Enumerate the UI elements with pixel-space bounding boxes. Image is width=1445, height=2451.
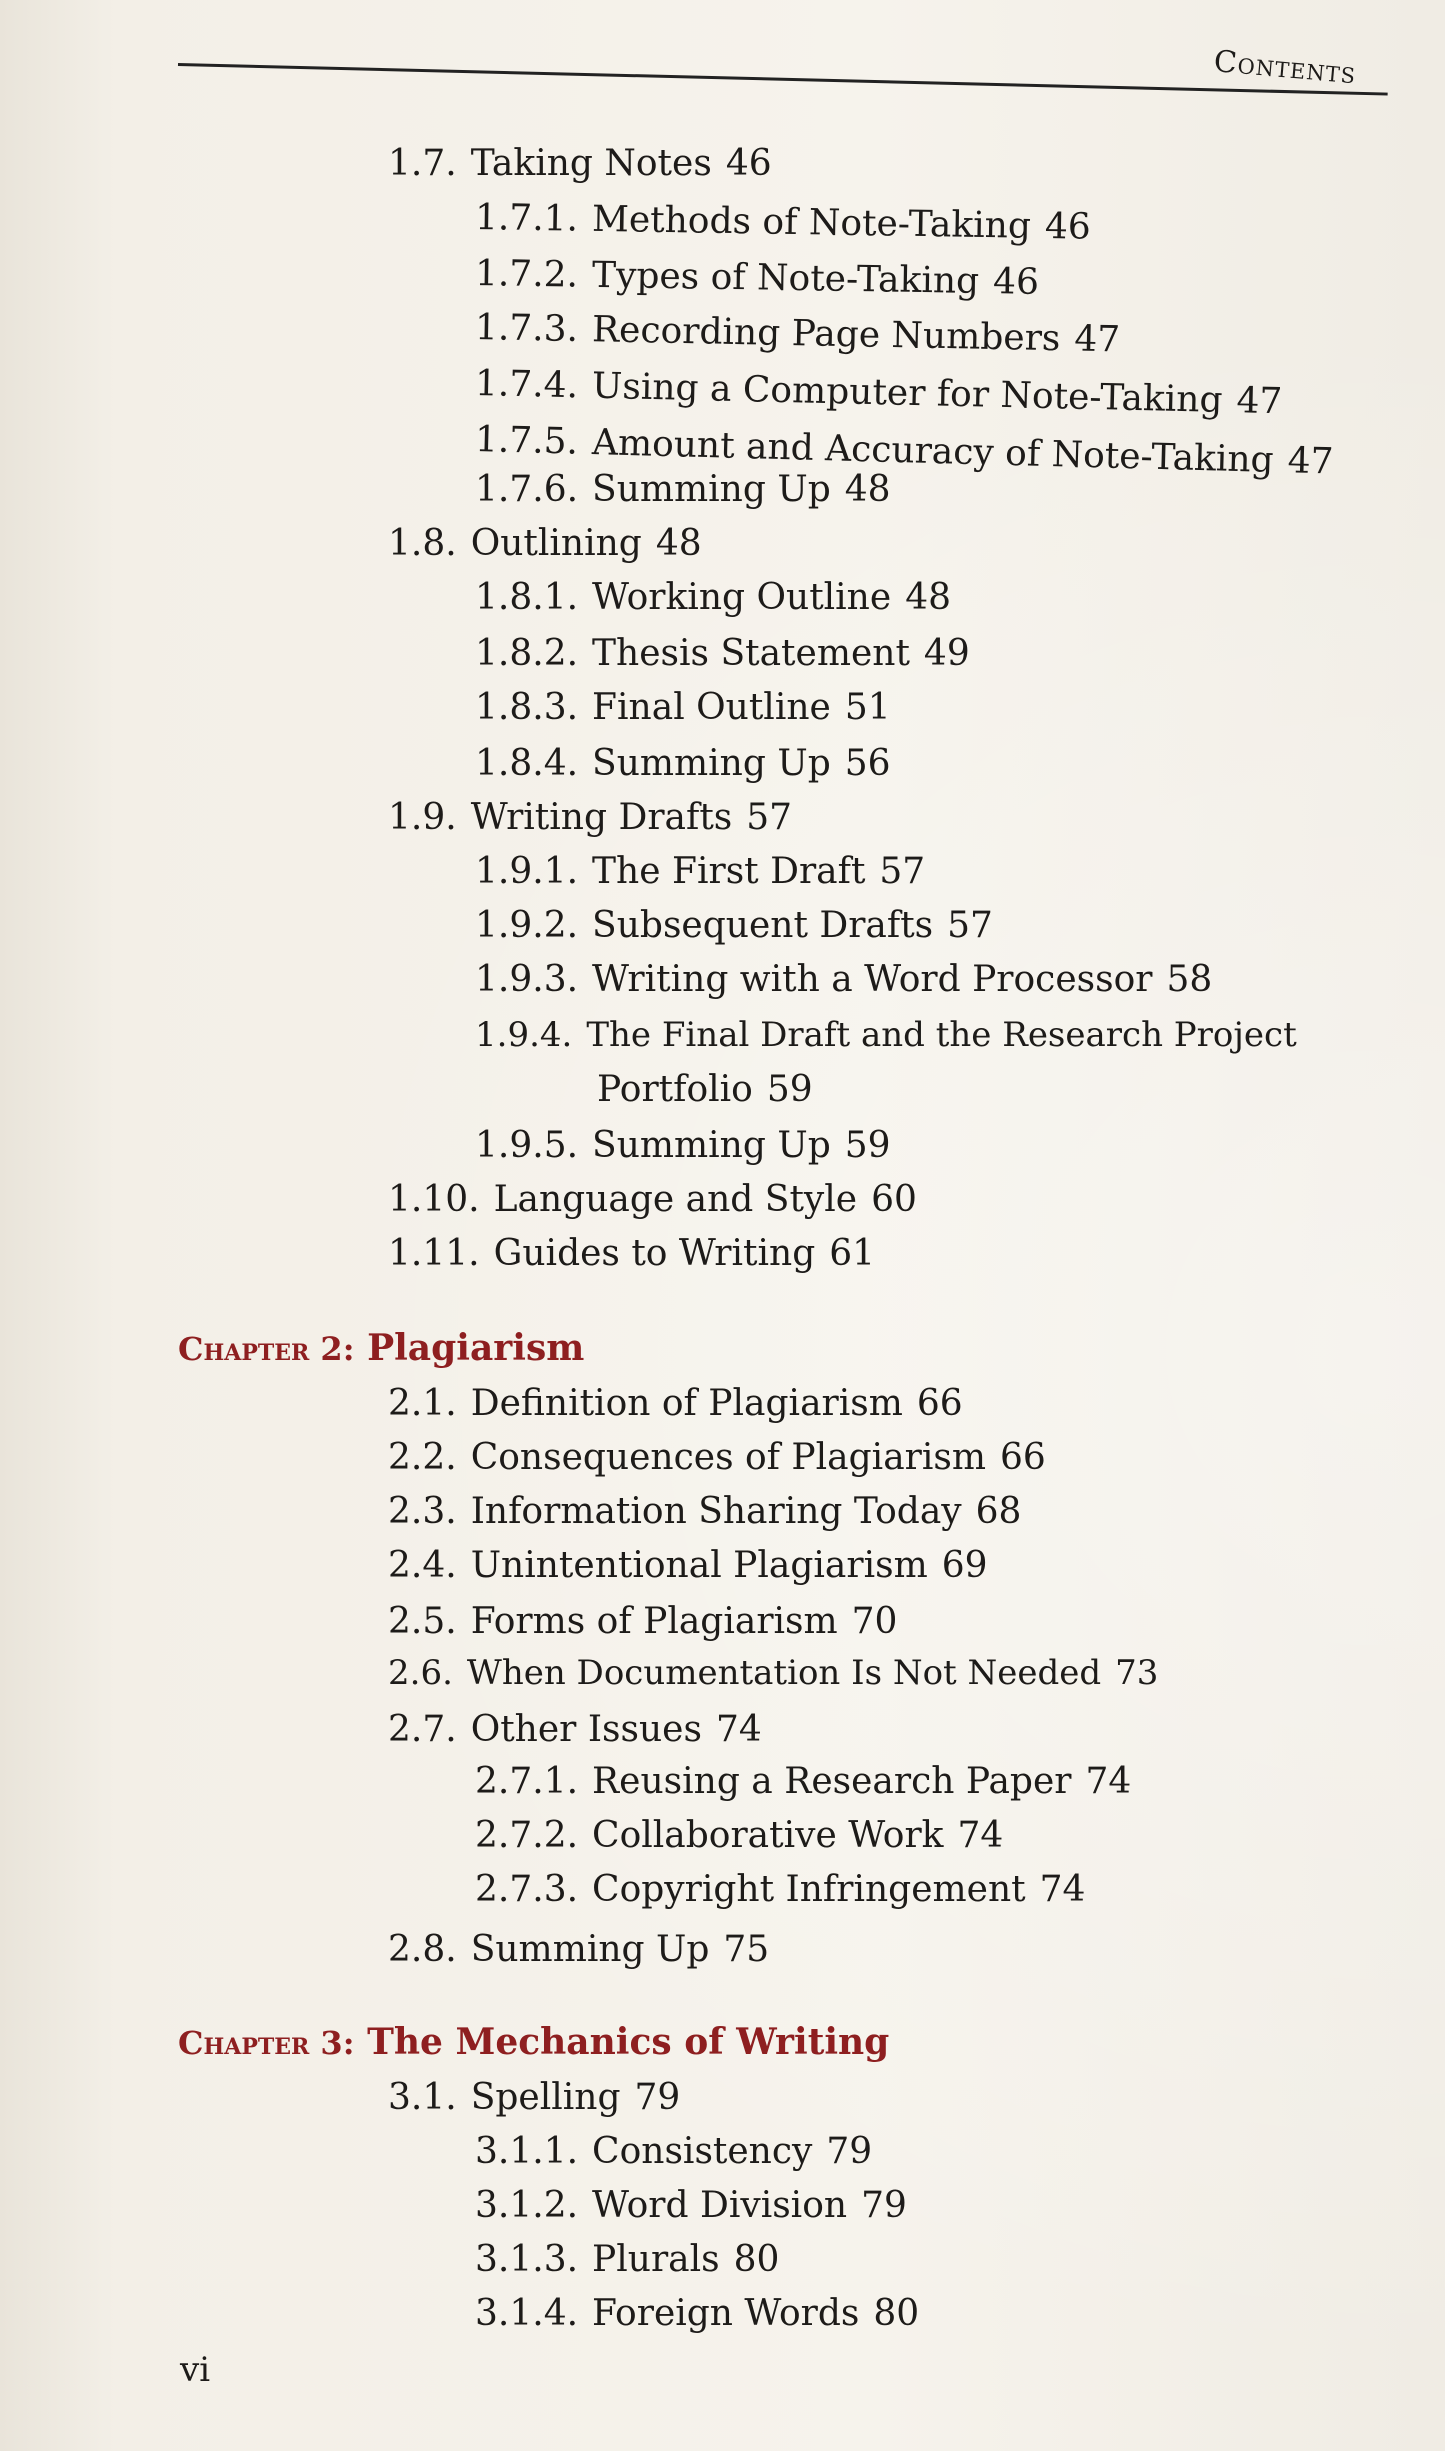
entry-page: 46 (992, 261, 1040, 303)
entry-number: 1.9.2. (475, 905, 579, 946)
entry-title: Types of Note-Taking (591, 254, 980, 302)
entry-page: 48 (844, 469, 891, 510)
entry-title: Methods of Note-Taking (591, 198, 1032, 247)
toc-entry-3-1-4 (475, 2293, 920, 2334)
entry-title: Spelling (470, 2077, 621, 2118)
entry-number: 1.9.3. (475, 959, 579, 1000)
entry-title: Other Issues (470, 1709, 702, 1750)
entry-number: 1.7.6. (475, 469, 579, 510)
entry-title: When Documentation Is Not Needed (466, 1653, 1102, 1693)
entry-number: 1.7.3. (474, 307, 579, 350)
entry-title: Guides to Writing (493, 1233, 816, 1274)
entry-title: Word Division (592, 2185, 848, 2226)
entry-page: 80 (733, 2239, 780, 2280)
toc-entry-1-11 (388, 1233, 876, 1274)
entry-number: 2.7.2. (475, 1815, 579, 1856)
entry-page: 75 (723, 1929, 770, 1970)
toc-entry-1-9-2 (475, 905, 993, 946)
entry-number: 3.1. (388, 2077, 457, 2118)
entry-title: Subsequent Drafts (592, 905, 934, 946)
toc-entry-2-7-2 (475, 1815, 1004, 1856)
toc-entry-2-1 (388, 1383, 963, 1424)
toc-entry-1-8-2 (475, 633, 970, 674)
entry-number: 3.1.2. (475, 2185, 579, 2226)
entry-page: 47 (1073, 318, 1121, 361)
toc-entry-2-3 (388, 1491, 1022, 1532)
entry-page: 66 (1000, 1437, 1046, 1478)
toc-entry-3-1-3 (475, 2239, 780, 2280)
toc-entry-1-7 (388, 143, 772, 184)
entry-title: Copyright Infringement (592, 1869, 1026, 1910)
entry-number: 1.11. (388, 1233, 480, 1274)
entry-page: 48 (655, 523, 702, 564)
entry-page: 70 (851, 1601, 898, 1642)
entry-page: 74 (1039, 1869, 1086, 1910)
entry-page: 68 (975, 1491, 1022, 1532)
toc-entry-1-8 (388, 523, 702, 564)
entry-number: 3.1.1. (475, 2131, 579, 2172)
entry-title: Consequences of Plagiarism (470, 1437, 986, 1478)
entry-title: Taking Notes (470, 143, 712, 184)
entry-number: 1.9.1. (475, 851, 579, 892)
entry-title: Forms of Plagiarism (470, 1601, 838, 1642)
entry-title: Plurals (592, 2239, 720, 2280)
entry-page: 57 (746, 797, 793, 838)
entry-number: 2.2. (388, 1437, 457, 1478)
entry-title: Summing Up (592, 743, 831, 784)
entry-number: 3.1.4. (475, 2293, 579, 2334)
toc-entry-2-7 (388, 1709, 762, 1750)
entry-title: Using a Computer for Note-Taking (591, 365, 1223, 421)
entry-title: Language and Style (493, 1179, 858, 1220)
toc-entry-1-8-1 (475, 577, 951, 618)
toc-entry-1-9-4-continued (597, 1069, 813, 1110)
toc-entry-2-6 (388, 1653, 1159, 1693)
entry-title: Final Outline (592, 687, 831, 728)
entry-page: 59 (766, 1069, 813, 1110)
entry-number: 1.7.2. (474, 253, 579, 296)
toc-entry-1-9-1 (475, 851, 926, 892)
entry-title: Summing Up (592, 469, 831, 510)
entry-title: The Final Draft and the Research Project (586, 1015, 1297, 1055)
entry-page: 49 (923, 633, 970, 674)
toc-entry-1-9-4 (475, 1015, 1297, 1055)
entry-page: 59 (844, 1125, 891, 1166)
entry-page: 74 (957, 1815, 1004, 1856)
entry-page: 58 (1166, 959, 1213, 1000)
entry-page: 46 (725, 143, 772, 184)
chapter-label: Chapter 2: (178, 1330, 355, 1368)
entry-page: 79 (861, 2185, 907, 2226)
entry-title: Writing with a Word Processor (592, 959, 1153, 1000)
entry-number: 1.7.1. (474, 197, 579, 240)
toc-entry-1-7-1 (474, 197, 1092, 248)
entry-number: 1.9. (388, 797, 457, 838)
entry-title: Collaborative Work (592, 1815, 944, 1856)
entry-number: 1.7. (388, 143, 457, 184)
entry-number: 1.8.3. (475, 687, 579, 728)
entry-page: 66 (916, 1383, 963, 1424)
entry-title: Consistency (592, 2131, 813, 2172)
entry-number: 2.3. (388, 1491, 457, 1532)
toc-entry-2-4 (388, 1545, 988, 1586)
entry-number: 2.1. (388, 1383, 457, 1424)
toc-entry-1-7-2 (474, 253, 1040, 303)
entry-title: Working Outline (592, 577, 892, 618)
entry-title: Writing Drafts (470, 797, 733, 838)
toc-entry-1-8-3 (475, 687, 891, 728)
entry-number: 2.8. (388, 1929, 457, 1970)
entry-page: 69 (941, 1545, 988, 1586)
toc-entry-3-1-2 (475, 2185, 907, 2226)
entry-page: 74 (715, 1709, 762, 1750)
entry-number: 3.1.3. (475, 2239, 579, 2280)
toc-entry-3-1 (388, 2077, 681, 2118)
entry-title-continued: Portfolio (597, 1069, 753, 1110)
chapter-title: Plagiarism (367, 1327, 585, 1369)
header-rule (178, 63, 1388, 96)
entry-page: 80 (873, 2293, 920, 2334)
entry-number: 1.7.4. (474, 363, 579, 407)
entry-title: Foreign Words (592, 2293, 860, 2334)
toc-entry-3-1-1 (475, 2131, 873, 2172)
entry-page: 73 (1115, 1653, 1159, 1693)
entry-title: The First Draft (592, 851, 866, 892)
entry-title: Reusing a Research Paper (592, 1761, 1072, 1802)
entry-title: Information Sharing Today (470, 1491, 962, 1532)
chapter-2-heading (178, 1327, 585, 1369)
entry-number: 2.7. (388, 1709, 457, 1750)
entry-number: 2.7.3. (475, 1869, 579, 1910)
toc-entry-1-7-6 (475, 469, 891, 510)
entry-title: Definition of Plagiarism (470, 1383, 903, 1424)
entry-number: 1.10. (388, 1179, 480, 1220)
entry-page: 79 (826, 2131, 873, 2172)
entry-page: 74 (1085, 1761, 1132, 1802)
entry-page: 60 (871, 1179, 917, 1220)
toc-entry-1-9-5 (475, 1125, 891, 1166)
entry-number: 1.9.4. (475, 1015, 573, 1055)
entry-number: 1.8.1. (475, 577, 579, 618)
entry-number: 2.4. (388, 1545, 457, 1586)
toc-entry-1-8-4 (475, 743, 891, 784)
entry-title: Summing Up (592, 1125, 831, 1166)
entry-title: Outlining (470, 523, 642, 564)
toc-entry-2-8 (388, 1929, 770, 1970)
entry-page: 57 (879, 851, 926, 892)
entry-number: 1.8.2. (475, 633, 579, 674)
entry-page: 51 (844, 687, 891, 728)
page-number: vi (180, 2350, 211, 2390)
entry-title: Thesis Statement (592, 633, 910, 674)
entry-page: 79 (634, 2077, 681, 2118)
entry-page: 46 (1044, 205, 1092, 248)
entry-number: 1.8. (388, 523, 457, 564)
entry-title: Unintentional Plagiarism (470, 1545, 928, 1586)
toc-entry-1-7-3 (474, 307, 1121, 361)
toc-entry-2-7-1 (475, 1761, 1132, 1802)
entry-page: 57 (947, 905, 993, 946)
entry-number: 1.8.4. (475, 743, 579, 784)
entry-title: Amount and Accuracy of Note-Taking (591, 422, 1275, 481)
entry-number: 2.6. (388, 1653, 453, 1693)
entry-page: 47 (1236, 380, 1283, 423)
chapter-3-heading (178, 2021, 890, 2063)
entry-number: 1.9.5. (475, 1125, 579, 1166)
entry-number: 2.7.1. (475, 1761, 579, 1802)
toc-entry-1-10 (388, 1179, 917, 1220)
toc-entry-1-9 (388, 797, 793, 838)
entry-title: Summing Up (470, 1929, 710, 1970)
toc-entry-2-7-3 (475, 1869, 1086, 1910)
chapter-label: Chapter 3: (178, 2024, 355, 2062)
entry-number: 1.7.5. (474, 419, 579, 463)
running-head: Contents (1212, 44, 1358, 92)
toc-entry-1-9-3 (475, 959, 1213, 1000)
entry-page: 61 (829, 1233, 876, 1274)
toc-entry-2-5 (388, 1601, 898, 1642)
entry-title: Recording Page Numbers (591, 309, 1061, 360)
entry-number: 2.5. (388, 1601, 457, 1642)
entry-page: 48 (905, 577, 951, 618)
entry-page: 56 (844, 743, 891, 784)
entry-page: 47 (1287, 440, 1334, 483)
toc-entry-2-2 (388, 1437, 1046, 1478)
toc-entry-1-7-4 (474, 363, 1283, 423)
chapter-title: The Mechanics of Writing (367, 2021, 890, 2063)
